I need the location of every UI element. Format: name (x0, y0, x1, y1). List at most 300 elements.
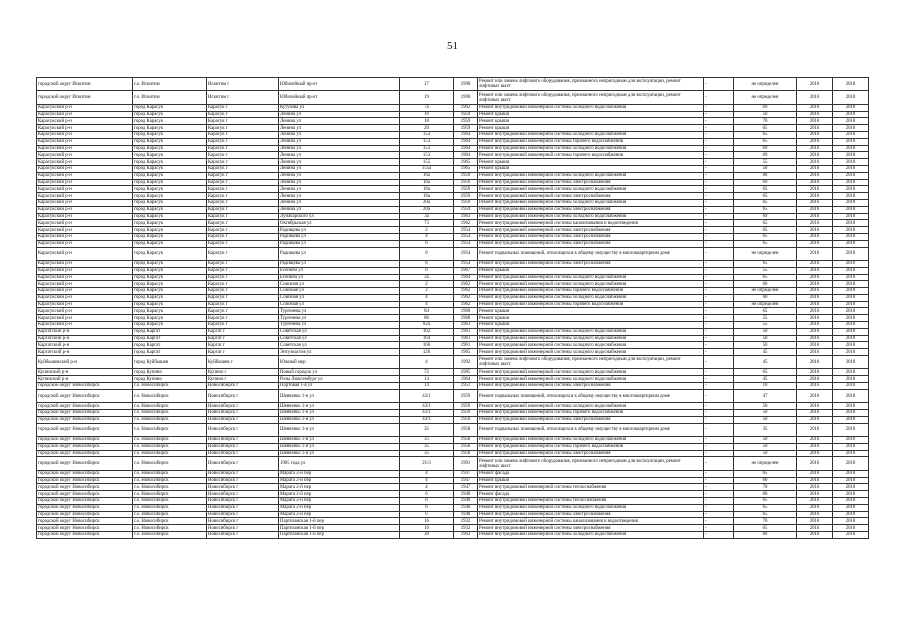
city-cell: Карасук г (207, 281, 279, 288)
start-year-cell: 2016 (797, 220, 833, 227)
dash-cell: - (704, 274, 734, 281)
street-cell: Ленина ул (279, 172, 400, 179)
start-year-cell: 2016 (797, 484, 833, 491)
cost-cell: 65 (734, 227, 797, 234)
house-number-cell: 84 (400, 308, 454, 315)
start-year-cell: 2016 (797, 186, 833, 193)
settlement-cell: г.о. Новосибирск (133, 525, 207, 532)
settlement-cell: город Карасук (133, 145, 207, 152)
house-number-cell: 18а (400, 193, 454, 200)
street-cell: Ленина ул (279, 199, 400, 206)
start-year-cell: 2016 (797, 349, 833, 356)
district-cell: Карасукский р-н (37, 274, 133, 281)
work-type-cell: Ремонт внутридомовой инженерной системы электроснабжения (478, 179, 704, 186)
table-row (37, 518, 869, 525)
cost-cell: 65 (734, 240, 797, 247)
start-year-cell: 2016 (797, 410, 833, 417)
house-number-cell: 4 (400, 301, 454, 308)
work-type-cell: Ремонт внутридомовой инженерной системы электроснабжения (478, 525, 704, 532)
end-year-cell: 2018 (833, 301, 869, 308)
district-cell: Карасукский р-н (37, 260, 133, 267)
end-year-cell: 2018 (833, 328, 869, 335)
build-year-cell: 1954 (454, 233, 478, 240)
end-year-cell: 2018 (833, 322, 869, 329)
build-year-cell: 1968 (454, 308, 478, 315)
house-number-cell: 153 (400, 131, 454, 138)
end-year-cell: 2018 (833, 274, 869, 281)
city-cell: Новосибирск г (207, 410, 279, 417)
build-year-cell: 1932 (454, 525, 478, 532)
city-cell: Карасук г (207, 267, 279, 274)
street-cell: Новый городок ул (279, 369, 400, 376)
table-row (37, 233, 869, 240)
district-cell: городской округ Новосибирск (37, 389, 133, 402)
dash-cell: - (704, 294, 734, 301)
table-row (37, 247, 869, 260)
start-year-cell: 2016 (797, 227, 833, 234)
build-year-cell: 1959 (454, 416, 478, 423)
work-type-cell: Ремонт внутридомовой инженерной системы электроснабжения (478, 416, 704, 423)
house-number-cell: 82а (400, 322, 454, 329)
city-cell: Карасук г (207, 199, 279, 206)
dash-cell: - (704, 389, 734, 402)
city-cell: Карасук г (207, 247, 279, 260)
end-year-cell: 2018 (833, 389, 869, 402)
district-cell: Карасукский р-н (37, 159, 133, 166)
cost-cell: 50 (734, 437, 797, 444)
build-year-cell: 1954 (454, 227, 478, 234)
table-row (37, 193, 869, 200)
district-cell: городской округ Новосибирск (37, 450, 133, 457)
house-number-cell: 4 (400, 484, 454, 491)
street-cell: Ленина ул (279, 111, 400, 118)
end-year-cell: 2018 (833, 260, 869, 267)
street-cell: Радищева ул (279, 233, 400, 240)
city-cell: Каргат г (207, 328, 279, 335)
start-year-cell: 2016 (797, 152, 833, 159)
table-row (37, 104, 869, 111)
city-cell: Карасук г (207, 111, 279, 118)
street-cell: Ленина ул (279, 186, 400, 193)
street-cell: Ленина ул (279, 131, 400, 138)
city-cell: Новосибирск г (207, 511, 279, 518)
table-row (37, 274, 869, 281)
dash-cell: - (704, 308, 734, 315)
work-type-cell: Ремонт или замена лифтового оборудования, признанного непригодным для эксплуатации, ремонт лифтовых шахт (478, 457, 704, 470)
dash-cell: - (704, 288, 734, 295)
build-year-cell: 1961 (454, 335, 478, 342)
work-type-cell: Ремонт крыши (478, 267, 704, 274)
end-year-cell: 2018 (833, 104, 869, 111)
build-year-cell: 1959 (454, 179, 478, 186)
start-year-cell: 2016 (797, 443, 833, 450)
dash-cell: - (704, 518, 734, 525)
start-year-cell: 2016 (797, 145, 833, 152)
city-cell: Новосибирск г (207, 389, 279, 402)
settlement-cell: город Карасук (133, 220, 207, 227)
street-cell: Шевченко 1-я ул (279, 416, 400, 423)
start-year-cell: 2016 (797, 294, 833, 301)
house-number-cell: 35 (400, 423, 454, 436)
city-cell: Новосибирск г (207, 477, 279, 484)
city-cell: Карасук г (207, 118, 279, 125)
settlement-cell: город Карасук (133, 118, 207, 125)
start-year-cell: 2016 (797, 288, 833, 295)
end-year-cell: 2018 (833, 172, 869, 179)
end-year-cell: 2018 (833, 288, 869, 295)
end-year-cell: 2018 (833, 376, 869, 383)
city-cell: Карасук г (207, 159, 279, 166)
end-year-cell: 2018 (833, 213, 869, 220)
street-cell: Марата 2-й пер (279, 511, 400, 518)
build-year-cell: 1959 (454, 193, 478, 200)
city-cell: Карасук г (207, 138, 279, 145)
city-cell: Карасук г (207, 240, 279, 247)
city-cell: Карасук г (207, 294, 279, 301)
dash-cell: - (704, 470, 734, 477)
build-year-cell: 1964 (454, 145, 478, 152)
district-cell: городской округ Новосибирск (37, 491, 133, 498)
end-year-cell: 2018 (833, 308, 869, 315)
cost-cell: 65 (734, 497, 797, 504)
start-year-cell: 2016 (797, 172, 833, 179)
start-year-cell: 2016 (797, 138, 833, 145)
end-year-cell: 2018 (833, 369, 869, 376)
start-year-cell: 2016 (797, 233, 833, 240)
work-type-cell: Ремонт фасада (478, 491, 704, 498)
dash-cell: - (704, 342, 734, 349)
district-cell: городской округ Новосибирск (37, 531, 133, 538)
table-row (37, 152, 869, 159)
city-cell: Карасук г (207, 288, 279, 295)
table-row (37, 525, 869, 532)
repair-table-container (36, 77, 868, 539)
start-year-cell: 2016 (797, 125, 833, 132)
house-number-cell: 155 (400, 159, 454, 166)
district-cell: городской округ Новосибирск (37, 423, 133, 436)
district-cell: городской округ Искитим (37, 91, 133, 104)
start-year-cell: 2016 (797, 267, 833, 274)
end-year-cell: 2018 (833, 199, 869, 206)
dash-cell: - (704, 131, 734, 138)
table-row (37, 138, 869, 145)
table-row (37, 91, 869, 104)
settlement-cell: город Карасук (133, 179, 207, 186)
build-year-cell: 1965 (454, 165, 478, 172)
district-cell: городской округ Новосибирск (37, 383, 133, 390)
district-cell: Карасукский р-н (37, 288, 133, 295)
build-year-cell: 1948 (454, 491, 478, 498)
work-type-cell: Ремонт подвальных помещений, относящихся к общему имуществу в многоквартирном доме (478, 423, 704, 436)
work-type-cell: Ремонт внутридомовой инженерной системы холодного водоснабжения (478, 342, 704, 349)
dash-cell: - (704, 206, 734, 213)
city-cell: Каргат г (207, 349, 279, 356)
end-year-cell: 2018 (833, 504, 869, 511)
district-cell: городской округ Новосибирск (37, 511, 133, 518)
end-year-cell: 2018 (833, 118, 869, 125)
build-year-cell: 1948 (454, 497, 478, 504)
settlement-cell: город Карасук (133, 267, 207, 274)
house-number-cell: 16 (400, 111, 454, 118)
district-cell: городской округ Новосибирск (37, 443, 133, 450)
end-year-cell: 2018 (833, 349, 869, 356)
house-number-cell: 6 (400, 491, 454, 498)
cost-cell: 69 (734, 104, 797, 111)
house-number-cell: 2 (400, 288, 454, 295)
dash-cell: - (704, 450, 734, 457)
build-year-cell: 1963 (454, 531, 478, 538)
work-type-cell: Ремонт внутридомовой инженерной системы холодного водоснабжения (478, 531, 704, 538)
end-year-cell: 2018 (833, 294, 869, 301)
city-cell: Новосибирск г (207, 525, 279, 532)
cost-cell: 70 (734, 484, 797, 491)
cost-cell: 50 (734, 328, 797, 335)
city-cell: Новосибирск г (207, 403, 279, 410)
street-cell: Ленина ул (279, 179, 400, 186)
dash-cell: - (704, 322, 734, 329)
start-year-cell: 2016 (797, 423, 833, 436)
street-cell: Портовая 1-я ул (279, 383, 400, 390)
street-cell: Марата 2-й пер (279, 484, 400, 491)
house-number-cell: 153 (400, 138, 454, 145)
table-row (37, 410, 869, 417)
end-year-cell: 2018 (833, 240, 869, 247)
end-year-cell: 2018 (833, 165, 869, 172)
start-year-cell: 2016 (797, 511, 833, 518)
street-cell: Союзная ул (279, 288, 400, 295)
settlement-cell: город Карасук (133, 240, 207, 247)
settlement-cell: город Карасук (133, 308, 207, 315)
street-cell: Марата 2-й пер (279, 504, 400, 511)
work-type-cell: Ремонт внутридомовой инженерной системы теплоснабжения (478, 484, 704, 491)
house-number-cell: 16 (400, 525, 454, 532)
dash-cell: - (704, 349, 734, 356)
start-year-cell: 2016 (797, 111, 833, 118)
city-cell: Новосибирск г (207, 491, 279, 498)
district-cell: Карасукский р-н (37, 152, 133, 159)
house-number-cell: 6 (400, 504, 454, 511)
city-cell: Новосибирск г (207, 531, 279, 538)
cost-cell: 50 (734, 342, 797, 349)
district-cell: Карасукский р-н (37, 111, 133, 118)
table-row (37, 437, 869, 444)
dash-cell: - (704, 193, 734, 200)
work-type-cell: Ремонт внутридомовой инженерной системы горячего водоснабжения (478, 152, 704, 159)
city-cell: Карасук г (207, 233, 279, 240)
start-year-cell: 2016 (797, 369, 833, 376)
house-number-cell: 18а (400, 186, 454, 193)
city-cell: Новосибирск г (207, 383, 279, 390)
start-year-cell: 2016 (797, 525, 833, 532)
work-type-cell: Ремонт внутридомовой инженерной системы горячего водоснабжения (478, 138, 704, 145)
table-row (37, 267, 869, 274)
district-cell: Карасукский р-н (37, 199, 133, 206)
settlement-cell: г.о. Новосибирск (133, 437, 207, 444)
dash-cell: - (704, 145, 734, 152)
settlement-cell: г.о. Новосибирск (133, 477, 207, 484)
build-year-cell: 1985 (454, 369, 478, 376)
house-number-cell: 155а (400, 165, 454, 172)
cost-cell: 45 (734, 349, 797, 356)
street-cell: Шевченко 1-я ул (279, 423, 400, 436)
settlement-cell: город Карасук (133, 186, 207, 193)
house-number-cell: 6 (400, 240, 454, 247)
house-number-cell: 35 (400, 450, 454, 457)
work-type-cell: Ремонт внутридомовой инженерной системы электроснабжения (478, 511, 704, 518)
page-number: 51 (447, 40, 458, 52)
cost-cell: 65 (734, 193, 797, 200)
street-cell: 1905 года ул (279, 457, 400, 470)
settlement-cell: г.о. Новосибирск (133, 491, 207, 498)
start-year-cell: 2016 (797, 328, 833, 335)
build-year-cell: 1962 (454, 294, 478, 301)
city-cell: Карасук г (207, 227, 279, 234)
district-cell: Каргатский р-н (37, 335, 133, 342)
house-number-cell: 7а (400, 104, 454, 111)
settlement-cell: город Карасук (133, 260, 207, 267)
city-cell: Карасук г (207, 301, 279, 308)
cost-cell: 60 (734, 281, 797, 288)
cost-cell: 65 (734, 470, 797, 477)
cost-cell: не определен (734, 247, 797, 260)
work-type-cell: Ремонт крыши (478, 125, 704, 132)
district-cell: Карасукский р-н (37, 172, 133, 179)
house-number-cell: 35 (400, 437, 454, 444)
table-row (37, 186, 869, 193)
table-row (37, 220, 869, 227)
table-row (37, 369, 869, 376)
table-row (37, 131, 869, 138)
settlement-cell: г.о. Новосибирск (133, 470, 207, 477)
dash-cell: - (704, 172, 734, 179)
street-cell: Союзная ул (279, 294, 400, 301)
work-type-cell: Ремонт крыши (478, 308, 704, 315)
table-row (37, 301, 869, 308)
start-year-cell: 2016 (797, 159, 833, 166)
end-year-cell: 2018 (833, 138, 869, 145)
table-row (37, 504, 869, 511)
work-type-cell: Ремонт внутридомовой инженерной системы холодного водоснабжения (478, 376, 704, 383)
start-year-cell: 2016 (797, 213, 833, 220)
end-year-cell: 2018 (833, 179, 869, 186)
build-year-cell: 1954 (454, 247, 478, 260)
dash-cell: - (704, 91, 734, 104)
table-row (37, 342, 869, 349)
build-year-cell: 1954 (454, 260, 478, 267)
settlement-cell: город Карасук (133, 111, 207, 118)
street-cell: Шевченко 1-я ул (279, 437, 400, 444)
start-year-cell: 2016 (797, 274, 833, 281)
start-year-cell: 2016 (797, 356, 833, 369)
settlement-cell: город Карасук (133, 294, 207, 301)
work-type-cell: Ремонт внутридомовой инженерной системы электроснабжения (478, 450, 704, 457)
cost-cell: 60 (734, 531, 797, 538)
cost-cell: 65 (734, 504, 797, 511)
build-year-cell: 1964 (454, 131, 478, 138)
build-year-cell: 1962 (454, 220, 478, 227)
settlement-cell: город Карасук (133, 152, 207, 159)
house-number-cell: 153 (400, 145, 454, 152)
house-number-cell: 4 (400, 470, 454, 477)
city-cell: Новосибирск г (207, 470, 279, 477)
house-number-cell: 43/1 (400, 403, 454, 410)
start-year-cell: 2016 (797, 240, 833, 247)
settlement-cell: г.о. Новосибирск (133, 531, 207, 538)
house-number-cell: 14 (400, 376, 454, 383)
table-row (37, 206, 869, 213)
build-year-cell: 1958 (454, 443, 478, 450)
settlement-cell: г.о. Новосибирск (133, 484, 207, 491)
build-year-cell: 1990 (454, 78, 478, 91)
city-cell: Карасук г (207, 274, 279, 281)
settlement-cell: город Каргат (133, 335, 207, 342)
settlement-cell: г.о. Искитим (133, 78, 207, 91)
dash-cell: - (704, 369, 734, 376)
settlement-cell: город Карасук (133, 227, 207, 234)
build-year-cell: 1962 (454, 288, 478, 295)
build-year-cell: 1961 (454, 342, 478, 349)
work-type-cell: Ремонт внутридомовой инженерной системы холодного водоснабжения (478, 131, 704, 138)
start-year-cell: 2016 (797, 376, 833, 383)
city-cell: Карасук г (207, 308, 279, 315)
street-cell: Союзная ул (279, 301, 400, 308)
end-year-cell: 2018 (833, 131, 869, 138)
cost-cell: 70 (734, 118, 797, 125)
cost-cell: 55 (734, 267, 797, 274)
start-year-cell: 2016 (797, 131, 833, 138)
end-year-cell: 2018 (833, 525, 869, 532)
table-row (37, 457, 869, 470)
build-year-cell: 1959 (454, 199, 478, 206)
district-cell: Карасукский р-н (37, 179, 133, 186)
work-type-cell: Ремонт внутридомовой инженерной системы горячего водоснабжения (478, 410, 704, 417)
city-cell: Купино г (207, 369, 279, 376)
cost-cell: 65 (734, 260, 797, 267)
start-year-cell: 2016 (797, 104, 833, 111)
settlement-cell: город Карасук (133, 274, 207, 281)
district-cell: городской округ Новосибирск (37, 457, 133, 470)
table-row (37, 356, 869, 369)
dash-cell: - (704, 356, 734, 369)
dash-cell: - (704, 477, 734, 484)
build-year-cell: 1961 (454, 328, 478, 335)
dash-cell: - (704, 504, 734, 511)
city-cell: Карасук г (207, 145, 279, 152)
street-cell: Советская ул (279, 342, 400, 349)
dash-cell: - (704, 138, 734, 145)
table-row (37, 199, 869, 206)
start-year-cell: 2016 (797, 531, 833, 538)
house-number-cell: 43/1 (400, 389, 454, 402)
district-cell: Купинский р-н (37, 369, 133, 376)
house-number-cell: 162 (400, 328, 454, 335)
table-row (37, 335, 869, 342)
city-cell: Новосибирск г (207, 450, 279, 457)
district-cell: Купинский р-н (37, 376, 133, 383)
work-type-cell: Ремонт внутридомовой инженерной системы холодного водоснабжения (478, 369, 704, 376)
house-number-cell: 8 (400, 260, 454, 267)
city-cell: Новосибирск г (207, 497, 279, 504)
city-cell: Карасук г (207, 193, 279, 200)
city-cell: Искитим г (207, 78, 279, 91)
end-year-cell: 2018 (833, 416, 869, 423)
end-year-cell: 2018 (833, 91, 869, 104)
table-row (37, 294, 869, 301)
build-year-cell: 1963 (454, 213, 478, 220)
end-year-cell: 2018 (833, 450, 869, 457)
dash-cell: - (704, 457, 734, 470)
settlement-cell: город Каргат (133, 328, 207, 335)
